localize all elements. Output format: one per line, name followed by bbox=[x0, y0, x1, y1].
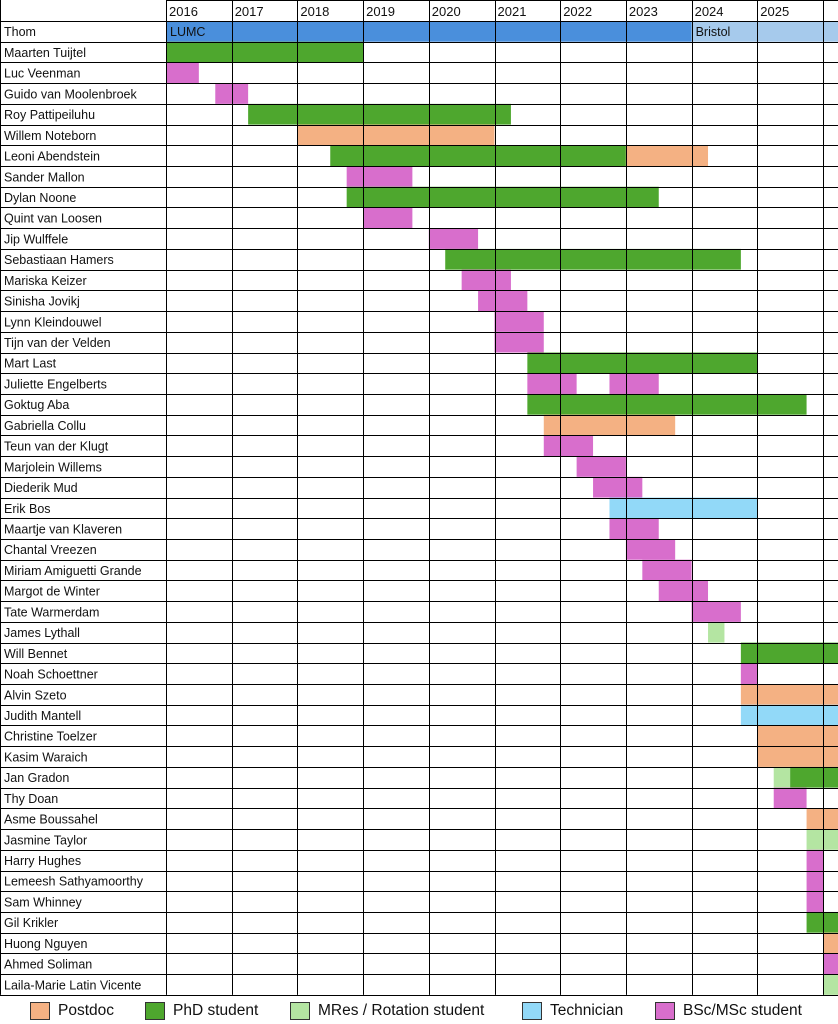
bar-christine-toelzer-1 bbox=[757, 725, 838, 746]
bar-james-lythall-1 bbox=[708, 622, 724, 643]
member-name-tijn-van-der-velden: Tijn van der Velden bbox=[4, 336, 111, 351]
member-name-roy-pattipeiluhu: Roy Pattipeiluhu bbox=[4, 108, 96, 123]
bar-miriam-amiguetti-grande-1 bbox=[642, 560, 691, 581]
year-label-2019: 2019 bbox=[366, 4, 396, 19]
bar-roy-pattipeiluhu-1 bbox=[248, 104, 511, 125]
bar-teun-van-der-klugt-1 bbox=[544, 435, 593, 456]
member-name-mariska-keizer: Mariska Keizer bbox=[4, 273, 87, 288]
year-label-2020: 2020 bbox=[431, 4, 461, 19]
member-name-huong-nguyen: Huong Nguyen bbox=[4, 936, 88, 951]
member-name-mart-last: Mart Last bbox=[4, 356, 57, 371]
bar-huong-nguyen-1 bbox=[823, 933, 838, 954]
bar-noah-schoettner-1 bbox=[741, 663, 757, 684]
member-name-willem-noteborn: Willem Noteborn bbox=[4, 128, 97, 143]
legend-label-mres: MRes / Rotation student bbox=[318, 1002, 485, 1019]
bar-leoni-abendstein-1 bbox=[330, 145, 626, 166]
member-name-goktug-aba: Goktug Aba bbox=[4, 398, 70, 413]
member-name-margot-de-winter: Margot de Winter bbox=[4, 584, 100, 599]
member-name-ahmed-soliman: Ahmed Soliman bbox=[4, 957, 93, 972]
legend-swatch-student bbox=[655, 1002, 675, 1020]
bar-tijn-van-der-velden-1 bbox=[495, 332, 544, 353]
member-name-miriam-amiguetti-grande: Miriam Amiguetti Grande bbox=[4, 563, 142, 578]
member-name-harry-hughes: Harry Hughes bbox=[4, 854, 82, 869]
bar-ahmed-soliman-1 bbox=[823, 953, 838, 974]
member-name-james-lythall: James Lythall bbox=[4, 626, 80, 641]
legend-label-postdoc: Postdoc bbox=[58, 1002, 115, 1019]
bar-guido-van-moolenbroek-1 bbox=[215, 83, 248, 104]
year-label-2024: 2024 bbox=[694, 4, 724, 19]
legend-item-technician bbox=[522, 1002, 623, 1020]
member-name-jasmine-taylor: Jasmine Taylor bbox=[4, 833, 88, 848]
member-name-asme-boussahel: Asme Boussahel bbox=[4, 812, 98, 827]
bar-mariska-keizer-1 bbox=[462, 270, 511, 291]
bar-laila-marie-latin-vicente-1 bbox=[823, 974, 838, 995]
bar-diederik-mud-1 bbox=[593, 477, 642, 498]
bar-mart-last-1 bbox=[527, 353, 757, 374]
member-name-erik-bos: Erik Bos bbox=[4, 501, 51, 516]
bar-gabriella-collu-1 bbox=[544, 415, 675, 436]
bar-kasim-waraich-1 bbox=[757, 746, 838, 767]
bar-sinisha-jovikj-1 bbox=[478, 290, 527, 311]
member-name-leoni-abendstein: Leoni Abendstein bbox=[4, 149, 100, 164]
bar-chantal-vreezen-1 bbox=[626, 539, 675, 560]
legend-swatch-mres bbox=[290, 1002, 310, 1020]
bar-luc-veenman-1 bbox=[166, 62, 199, 83]
member-name-luc-veenman: Luc Veenman bbox=[4, 66, 81, 81]
bar-erik-bos-1 bbox=[609, 498, 757, 519]
member-name-juliette-engelberts: Juliette Engelberts bbox=[4, 377, 107, 392]
legend-swatch-technician bbox=[522, 1002, 542, 1020]
member-name-teun-van-der-klugt: Teun van der Klugt bbox=[4, 439, 109, 454]
bar-jan-gradon-1 bbox=[774, 767, 790, 788]
bar-maartje-van-klaveren-1 bbox=[609, 518, 658, 539]
bar-lemeesh-sathyamoorthy-1 bbox=[807, 871, 823, 892]
bar-tate-warmerdam-1 bbox=[692, 601, 741, 622]
legend-item-mres bbox=[290, 1002, 484, 1020]
legend-item-student bbox=[655, 1002, 802, 1020]
member-name-chantal-vreezen: Chantal Vreezen bbox=[4, 543, 97, 558]
affiliation-label-lumc: LUMC bbox=[170, 25, 206, 40]
member-name-will-bennet: Will Bennet bbox=[4, 646, 68, 661]
bar-leoni-abendstein-2 bbox=[626, 145, 708, 166]
year-label-2018: 2018 bbox=[300, 4, 330, 19]
member-name-sander-mallon: Sander Mallon bbox=[4, 170, 85, 185]
year-label-2022: 2022 bbox=[563, 4, 593, 19]
bar-juliette-engelberts-2 bbox=[609, 373, 658, 394]
year-label-2017: 2017 bbox=[234, 4, 264, 19]
member-name-gil-krikler: Gil Krikler bbox=[4, 916, 59, 931]
bar-quint-van-loosen-1 bbox=[363, 207, 412, 228]
legend-swatch-phd bbox=[145, 1002, 165, 1020]
bar-thy-doan-1 bbox=[774, 788, 807, 809]
bar-sebastiaan-hamers-1 bbox=[445, 249, 741, 270]
bar-juliette-engelberts-1 bbox=[527, 373, 576, 394]
legend-label-student: BSc/MSc student bbox=[683, 1002, 802, 1019]
bar-lynn-kleindouwel-1 bbox=[495, 311, 544, 332]
member-name-diederik-mud: Diederik Mud bbox=[4, 481, 78, 496]
year-label-2023: 2023 bbox=[628, 4, 658, 19]
year-label-2021: 2021 bbox=[497, 4, 527, 19]
member-name-marjolein-willems: Marjolein Willems bbox=[4, 460, 102, 475]
member-name-lynn-kleindouwel: Lynn Kleindouwel bbox=[4, 315, 102, 330]
year-label-2025: 2025 bbox=[760, 4, 790, 19]
member-name-tate-warmerdam: Tate Warmerdam bbox=[4, 605, 100, 620]
bar-margot-de-winter-1 bbox=[659, 580, 708, 601]
member-name-christine-toelzer: Christine Toelzer bbox=[4, 729, 97, 744]
member-name-maartje-van-klaveren: Maartje van Klaveren bbox=[4, 522, 123, 537]
member-name-dylan-noone: Dylan Noone bbox=[4, 190, 77, 205]
affiliation-bar-lumc bbox=[166, 21, 692, 42]
member-name-guido-van-moolenbroek: Guido van Moolenbroek bbox=[4, 87, 137, 102]
member-name-thy-doan: Thy Doan bbox=[4, 791, 59, 806]
bar-jan-gradon-2 bbox=[790, 767, 838, 788]
bar-maarten-tuijtel-1 bbox=[166, 42, 363, 63]
bar-harry-hughes-1 bbox=[807, 850, 823, 871]
bar-asme-boussahel-1 bbox=[807, 808, 838, 829]
member-name-maarten-tuijtel: Maarten Tuijtel bbox=[4, 45, 86, 60]
legend-label-technician: Technician bbox=[550, 1002, 624, 1019]
member-name-jan-gradon: Jan Gradon bbox=[4, 771, 70, 786]
legend-label-phd: PhD student bbox=[173, 1002, 259, 1019]
bar-gil-krikler-1 bbox=[807, 912, 838, 933]
member-name-jip-wulffele: Jip Wulffele bbox=[4, 232, 69, 247]
member-name-sebastiaan-hamers: Sebastiaan Hamers bbox=[4, 253, 114, 268]
member-name-gabriella-collu: Gabriella Collu bbox=[4, 418, 86, 433]
member-name-alvin-szeto: Alvin Szeto bbox=[4, 688, 67, 703]
bar-sander-mallon-1 bbox=[347, 166, 413, 187]
bar-goktug-aba-1 bbox=[527, 394, 806, 415]
pi-name: Thom bbox=[4, 25, 36, 40]
member-name-noah-schoettner: Noah Schoettner bbox=[4, 667, 98, 682]
legend bbox=[0, 1000, 838, 1024]
bar-dylan-noone-1 bbox=[347, 187, 659, 208]
bar-willem-noteborn-1 bbox=[297, 125, 494, 146]
member-name-lemeesh-sathyamoorthy: Lemeesh Sathyamoorthy bbox=[4, 874, 143, 889]
member-name-sam-whinney: Sam Whinney bbox=[4, 895, 82, 910]
member-name-judith-mantell: Judith Mantell bbox=[4, 708, 82, 723]
bar-sam-whinney-1 bbox=[807, 891, 823, 912]
legend-item-postdoc bbox=[30, 1002, 114, 1020]
member-name-sinisha-jovikj: Sinisha Jovikj bbox=[4, 294, 80, 309]
affiliation-label-bristol: Bristol bbox=[695, 25, 731, 40]
year-label-2016: 2016 bbox=[169, 4, 198, 19]
member-name-quint-van-loosen: Quint van Loosen bbox=[4, 211, 102, 226]
bar-marjolein-willems-1 bbox=[577, 456, 626, 477]
bar-jip-wulffele-1 bbox=[429, 228, 478, 249]
bar-jasmine-taylor-1 bbox=[807, 829, 838, 850]
legend-item-phd bbox=[145, 1002, 258, 1020]
legend-swatch-postdoc bbox=[30, 1002, 50, 1020]
member-name-kasim-waraich: Kasim Waraich bbox=[4, 750, 88, 765]
member-name-laila-marie-latin-vicente: Laila-Marie Latin Vicente bbox=[4, 978, 142, 993]
